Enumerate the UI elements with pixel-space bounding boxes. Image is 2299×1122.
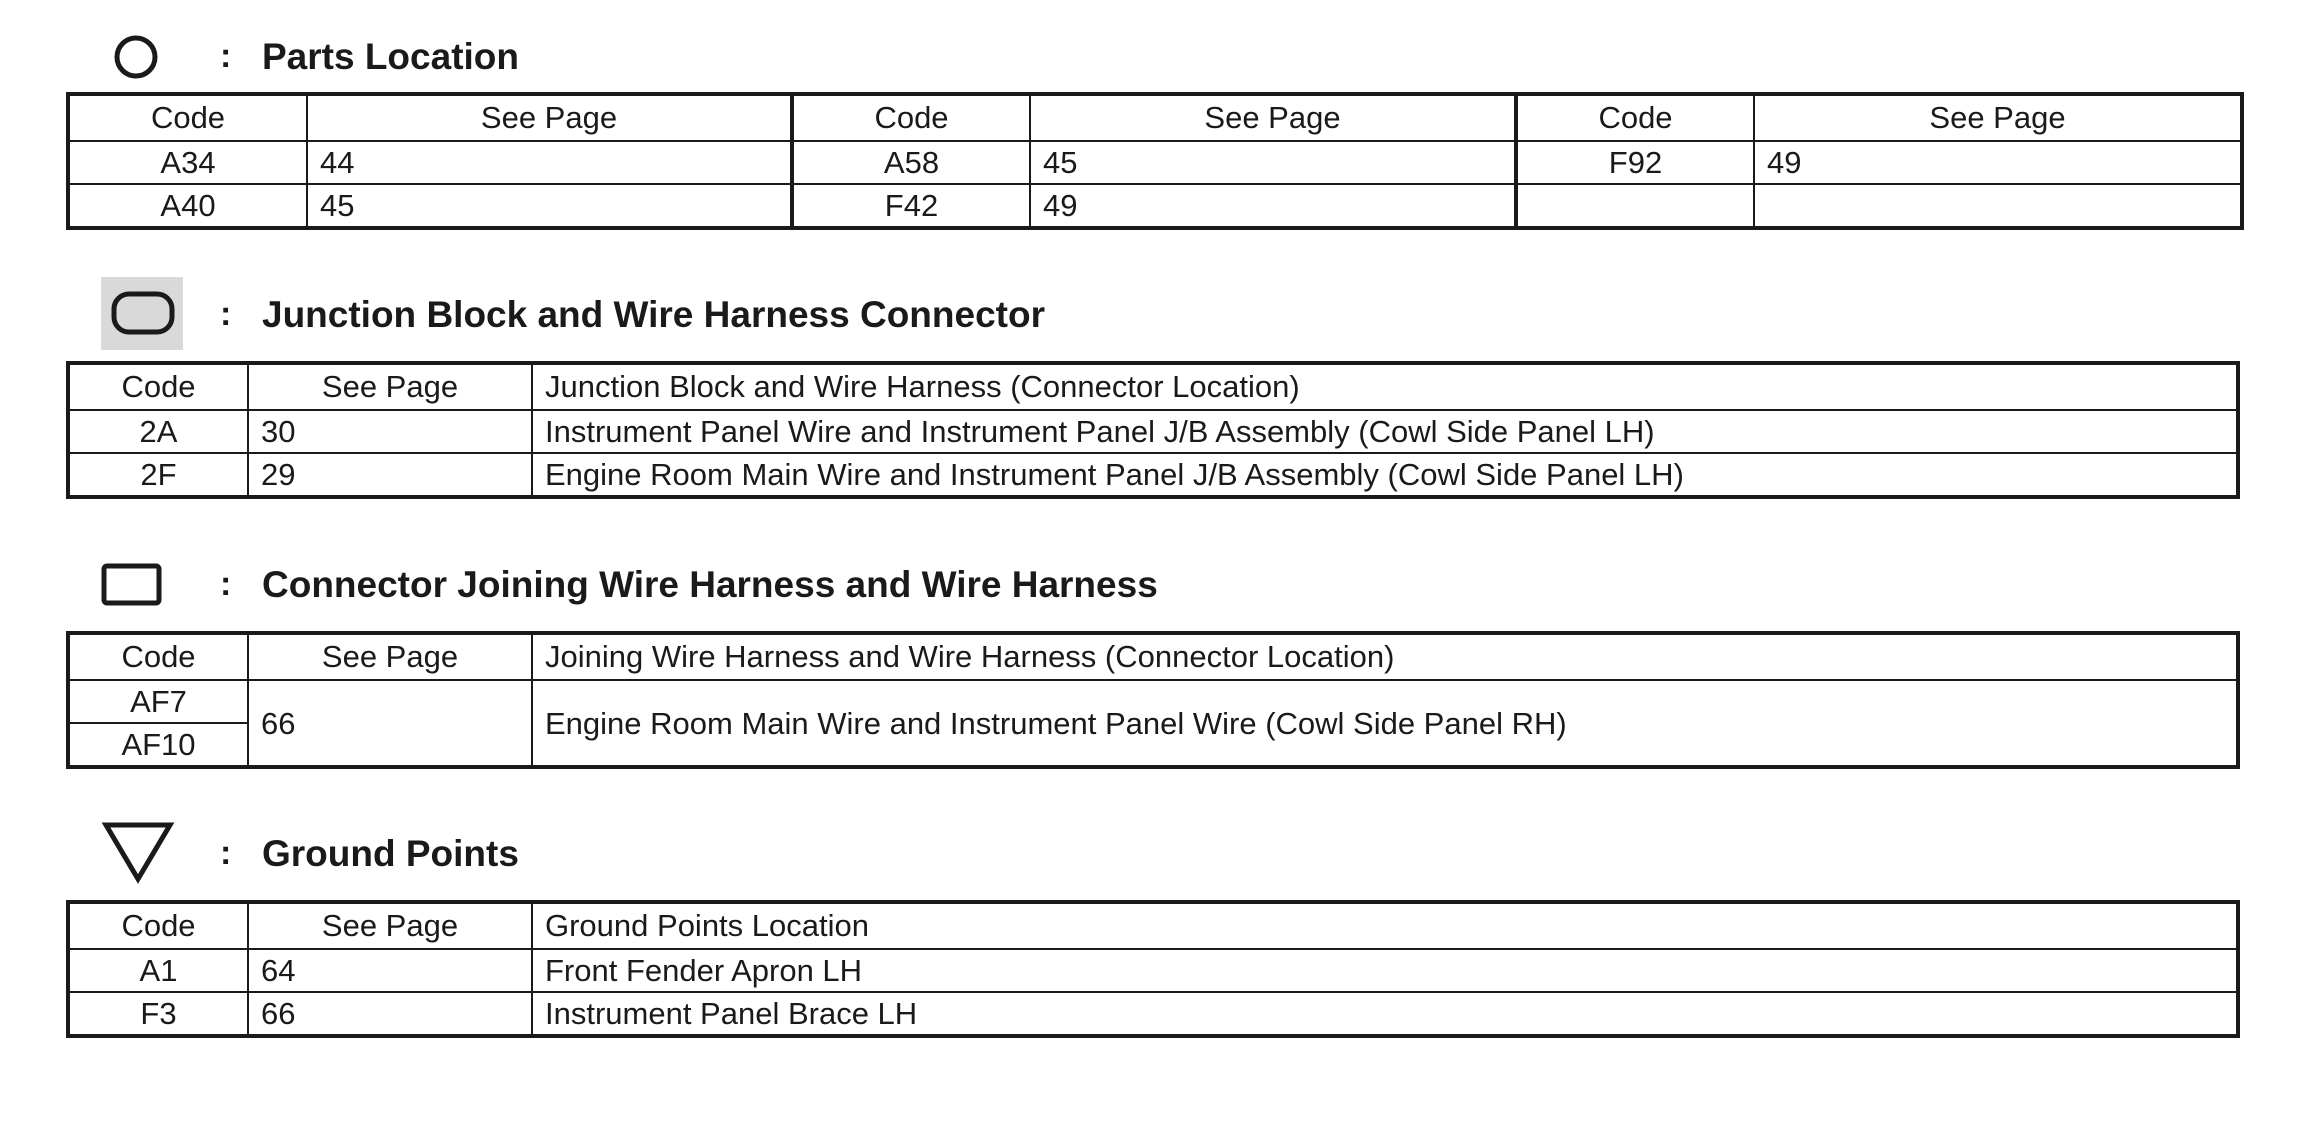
rounded-rect-icon <box>110 289 176 339</box>
column-header: See Page <box>248 902 532 949</box>
page-cell: 49 <box>1754 141 2242 184</box>
column-header: Ground Points Location <box>532 902 2238 949</box>
location-cell: Instrument Panel Wire and Instrument Panel J/B Assembly (Cowl Side Panel LH) <box>532 410 2238 453</box>
table-header-row <box>68 633 2238 680</box>
column-header: See Page <box>1754 94 2242 141</box>
page-cell: 45 <box>1030 141 1516 184</box>
page-cell: 45 <box>307 184 792 228</box>
page-cell: 30 <box>248 410 532 453</box>
location-cell: Front Fender Apron LH <box>532 949 2238 992</box>
code-cell: AF7 <box>68 680 248 723</box>
connector-joining-table <box>66 631 2240 769</box>
column-header: Code <box>68 94 307 141</box>
ground-points-table <box>66 900 2240 1038</box>
location-cell: Engine Room Main Wire and Instrument Panel Wire (Cowl Side Panel RH) <box>532 680 2238 767</box>
code-cell: F3 <box>68 992 248 1036</box>
section-title: Connector Joining Wire Harness and Wire Harness <box>262 564 1158 605</box>
section-colon: : <box>220 565 232 603</box>
column-header: See Page <box>307 94 792 141</box>
section-colon: : <box>220 834 232 872</box>
junction-block-header <box>0 274 1400 348</box>
junction-block-table <box>66 361 2240 499</box>
page-cell: 64 <box>248 949 532 992</box>
table-row <box>68 992 2238 1036</box>
table-row <box>68 453 2238 497</box>
column-header: Code <box>68 633 248 680</box>
column-header: See Page <box>1030 94 1516 141</box>
table-header-row <box>68 363 2238 410</box>
code-cell: A1 <box>68 949 248 992</box>
table-row <box>68 141 2242 184</box>
ground-points-header <box>0 812 1400 886</box>
table-row <box>68 680 2238 723</box>
page-cell: 49 <box>1030 184 1516 228</box>
column-header: Junction Block and Wire Harness (Connector Location) <box>532 363 2238 410</box>
section-colon: : <box>220 295 232 333</box>
location-cell: Instrument Panel Brace LH <box>532 992 2238 1036</box>
code-cell <box>1516 184 1754 228</box>
section-title: Junction Block and Wire Harness Connector <box>262 294 1045 335</box>
page-cell: 66 <box>248 680 532 767</box>
section-colon: : <box>220 37 232 75</box>
connector-joining-header <box>0 545 1400 619</box>
parts-location-table <box>66 92 2244 230</box>
column-header: Joining Wire Harness and Wire Harness (Connector Location) <box>532 633 2238 680</box>
code-cell: AF10 <box>68 723 248 767</box>
code-cell: 2F <box>68 453 248 497</box>
column-header: Code <box>68 363 248 410</box>
column-header: See Page <box>248 633 532 680</box>
code-cell: A40 <box>68 184 307 228</box>
page-cell: 29 <box>248 453 532 497</box>
column-header: Code <box>792 94 1030 141</box>
location-cell: Engine Room Main Wire and Instrument Panel J/B Assembly (Cowl Side Panel LH) <box>532 453 2238 497</box>
table-row <box>68 410 2238 453</box>
page-cell: 44 <box>307 141 792 184</box>
code-cell: 2A <box>68 410 248 453</box>
table-header-row <box>68 902 2238 949</box>
code-cell: A58 <box>792 141 1030 184</box>
code-cell: F92 <box>1516 141 1754 184</box>
table-row <box>68 184 2242 228</box>
table-row <box>68 949 2238 992</box>
triangle-down-icon <box>98 817 178 885</box>
page-cell <box>1754 184 2242 228</box>
code-cell: F42 <box>792 184 1030 228</box>
code-cell: A34 <box>68 141 307 184</box>
table-header-row <box>68 94 2242 141</box>
section-title: Ground Points <box>262 833 519 874</box>
column-header: See Page <box>248 363 532 410</box>
page-cell: 66 <box>248 992 532 1036</box>
section-title: Parts Location <box>262 36 519 77</box>
circle-icon <box>112 33 160 81</box>
rectangle-icon <box>100 560 166 610</box>
column-header: Code <box>1516 94 1754 141</box>
column-header: Code <box>68 902 248 949</box>
parts-location-header <box>0 18 1400 92</box>
